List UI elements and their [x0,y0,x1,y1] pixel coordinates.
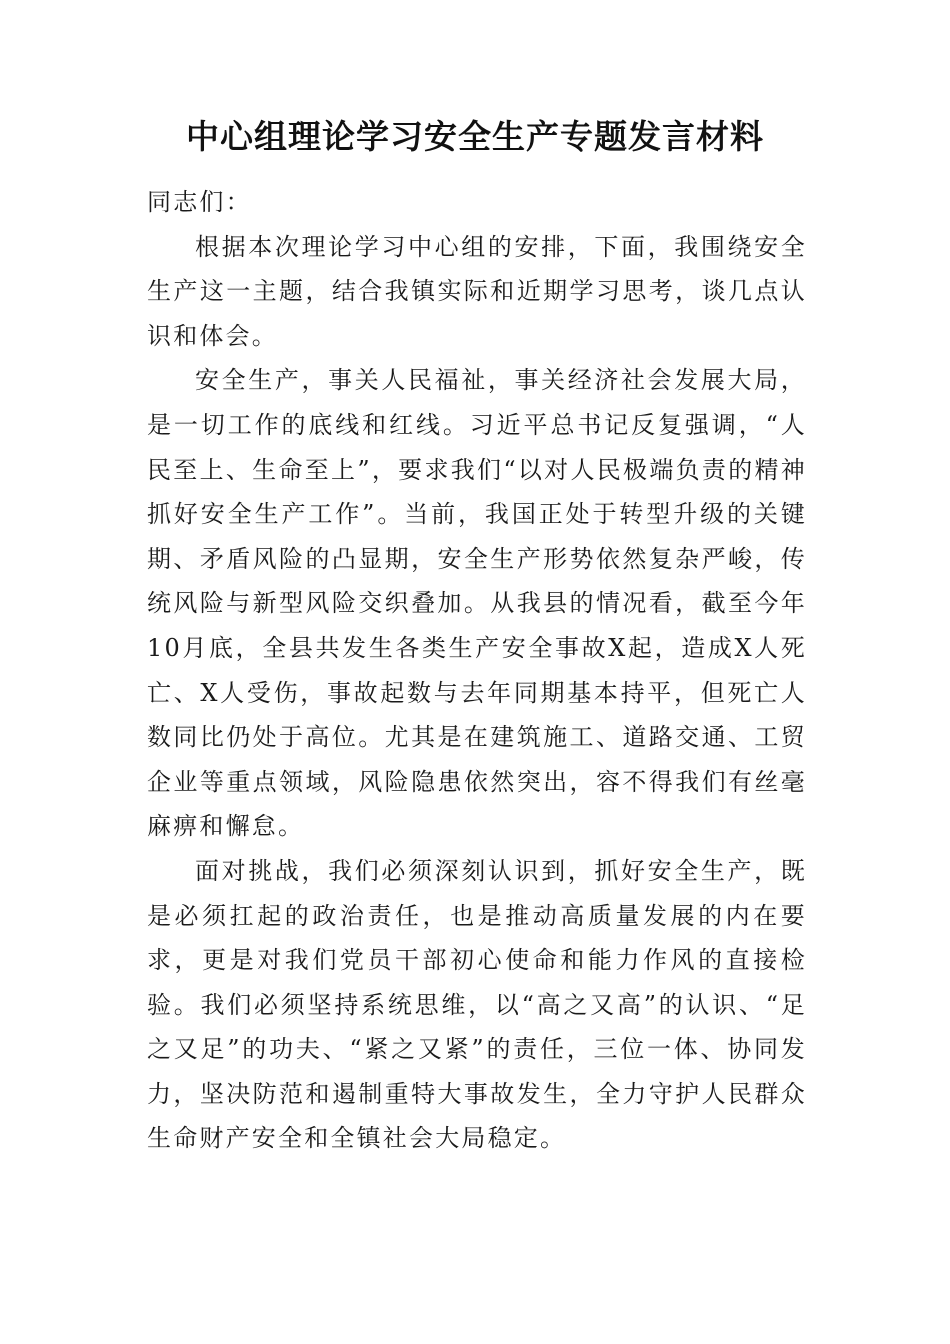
salutation: 同志们： [147,188,252,216]
paragraph-situation: 安全生产，事关人民福祉，事关经济社会发展大局，是一切工作的底线和红线。习近平总书记反复强调，“人民至上、生命至上”，要求我们“以对人民极端负责的精神抓好安全生产工作”。当前，我国正处于转型升级的关键期、矛盾风险的凸显期，安全生产形势依然复杂严峻，传统风险与新型风险交织叠加。从我县的情况看，截至今年10月底，全县共发生各类生产安全事故X起，造成X人死亡、X人受伤，事故起数与去年同期基本持平，但死亡人数同比仍处于高位。尤其是在建筑施工、道路交通、工贸企业等重点领域，风险隐患依然突出，容不得我们有丝毫麻痹和懈怠。 [147,366,807,841]
paragraph-intro: 根据本次理论学习中心组的安排，下面，我围绕安全生产这一主题，结合我镇实际和近期学习思考，谈几点认识和体会。 [147,232,807,350]
paragraph-requirements: 面对挑战，我们必须深刻认识到，抓好安全生产，既是必须扛起的政治责任，也是推动高质量发展的内在要求，更是对我们党员干部初心使命和能力作风的直接检验。我们必须坚持系统思维，以“高之又高”的认识、“足之又足”的功夫、“紧之又紧”的责任，三位一体、协同发力，坚决防范和遏制重特大事故发生，全力守护人民群众生命财产安全和全镇社会大局稳定。 [147,856,807,1153]
document-title: 中心组理论学习安全生产专题发言材料 [186,117,764,156]
document-body [147,180,807,1161]
